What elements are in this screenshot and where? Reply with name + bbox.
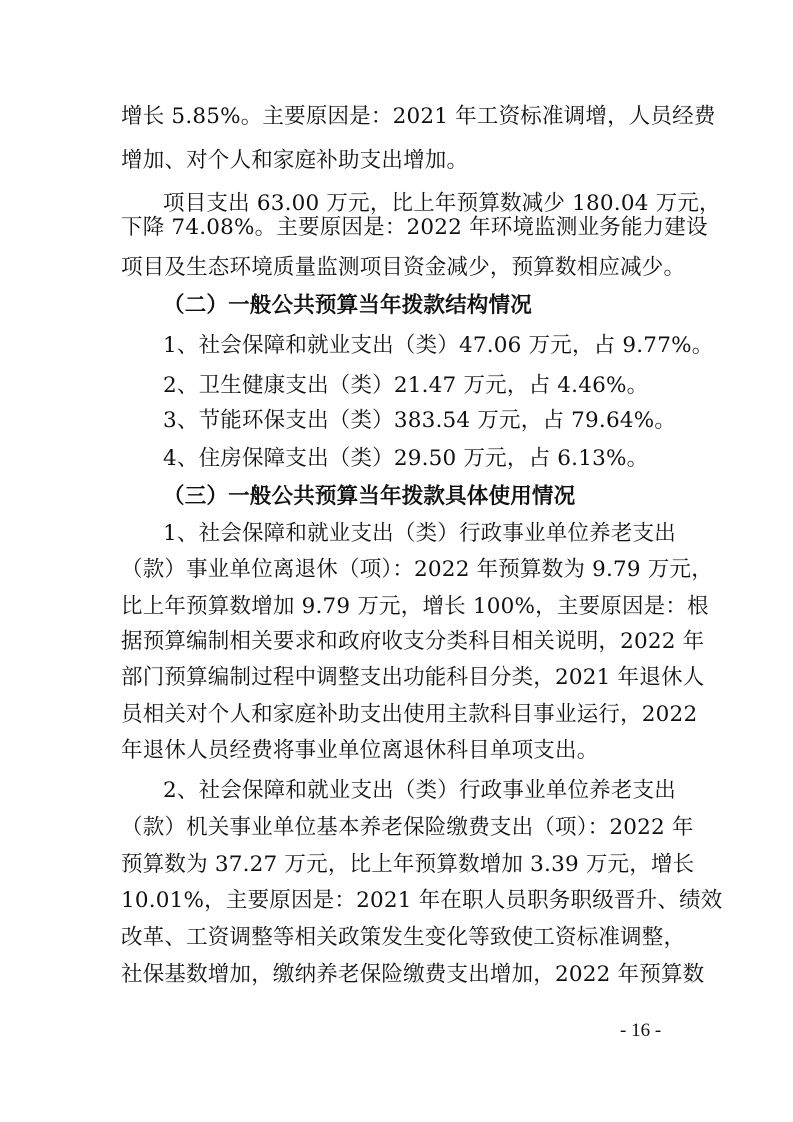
paragraph-line: 1、社会保障和就业支出（类）行政事业单位养老支出: [163, 521, 676, 546]
paragraph-line: （款）机关事业单位基本养老保险缴费支出（项）：2022 年: [121, 815, 694, 840]
section-heading: （三）一般公共预算当年拨款具体使用情况: [163, 484, 576, 509]
list-item: 4、住房保障支出（类）29.50 万元，占 6.13%。: [163, 446, 649, 471]
paragraph-line: 增加、对个人和家庭补助支出增加。: [121, 148, 469, 173]
list-item: 2、卫生健康支出（类）21.47 万元，占 4.46%。: [163, 373, 649, 398]
paragraph-line: 比上年预算数增加 9.79 万元，增长 100%，主要原因是：根: [121, 594, 709, 619]
paragraph-line: 10.01%，主要原因是：2021 年在职人员职务职级晋升、绩效: [121, 888, 723, 913]
paragraph-line: 社保基数增加，缴纳养老保险缴费支出增加，2022 年预算数: [121, 962, 705, 987]
paragraph-line: 员相关对个人和家庭补助支出使用主款科目事业运行，2022: [121, 702, 698, 727]
paragraph-line: 据预算编制相关要求和政府收支分类科目相关说明，2022 年: [121, 629, 705, 654]
paragraph-line: 增长 5.85%。主要原因是：2021 年工资标准调增，人员经费: [121, 104, 716, 129]
list-item: 3、节能环保支出（类）383.54 万元，占 79.64%。: [163, 408, 677, 433]
paragraph-line: 改革、工资调整等相关政策发生变化等致使工资标准调整，: [121, 925, 686, 950]
paragraph-line: 2、社会保障和就业支出（类）行政事业单位养老支出: [163, 778, 676, 803]
paragraph-line: （款）事业单位离退休（项）：2022 年预算数为 9.79 万元，: [121, 557, 713, 582]
paragraph-line: 预算数为 37.27 万元，比上年预算数增加 3.39 万元，增长: [121, 852, 695, 877]
paragraph-line: 项目及生态环境质量监测项目资金减少，预算数相应减少。: [121, 255, 686, 280]
list-item: 1、社会保障和就业支出（类）47.06 万元，占 9.77%。: [163, 333, 714, 358]
paragraph-line: 部门预算编制过程中调整支出功能科目分类，2021 年退休人: [121, 665, 705, 690]
page-number: - 16 -: [620, 1020, 662, 1041]
section-heading: （二）一般公共预算当年拨款结构情况: [163, 293, 532, 318]
paragraph-line: 项目支出 63.00 万元，比上年预算数减少 180.04 万元，: [163, 191, 721, 216]
paragraph-line: 年退休人员经费将事业单位离退休科目单项支出。: [121, 738, 599, 763]
paragraph-line: 下降 74.08%。主要原因是：2022 年环境监测业务能力建设: [121, 215, 708, 240]
